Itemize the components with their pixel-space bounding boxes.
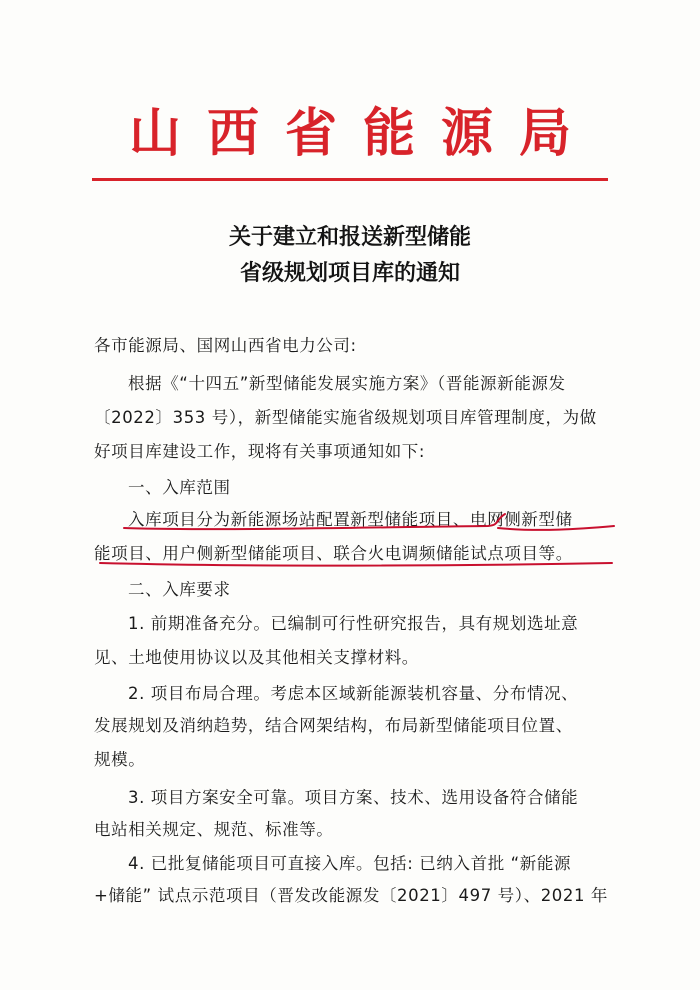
letterhead-red-rule	[92, 178, 608, 181]
requirement-3-line: 3. 项目方案安全可靠。项目方案、技术、选用设备符合储能	[128, 788, 579, 807]
section-1-line: 入库项目分为新能源场站配置新型储能项目、电网侧新型储	[128, 510, 573, 529]
requirement-2-line: 发展规划及消纳趋势，结合网架结构，布局新型储能项目位置、	[94, 716, 573, 735]
requirement-1-line: 1. 前期准备充分。已编制可行性研究报告，具有规划选址意	[128, 614, 579, 633]
requirement-4-line: +储能” 试点示范项目（晋发改能源发〔2021〕497 号）、2021 年	[94, 886, 609, 905]
letterhead-agency-name: 山西省能源局	[128, 103, 597, 164]
salutation: 各市能源局、国网山西省电力公司:	[94, 336, 357, 355]
paragraph-line: 〔2022〕353 号），新型储能实施省级规划项目库管理制度，为做	[94, 408, 597, 427]
requirement-2-line: 规模。	[94, 750, 146, 769]
requirement-2-line: 2. 项目布局合理。考虑本区域新能源装机容量、分布情况、	[128, 684, 579, 703]
requirement-3-line: 电站相关规定、规范、标准等。	[94, 820, 334, 839]
paragraph-line: 好项目库建设工作，现将有关事项通知如下:	[94, 442, 426, 461]
document-title-line-1: 关于建立和报送新型储能	[228, 224, 471, 250]
requirement-1-line: 见、土地使用协议以及其他相关支撑材料。	[94, 648, 419, 667]
section-1-line: 能项目、用户侧新型储能项目、联合火电调频储能试点项目等。	[94, 544, 573, 563]
requirement-4-line: 4. 已批复储能项目可直接入库。包括: 已纳入首批 “新能源	[128, 854, 572, 873]
section-2-heading: 二、入库要求	[128, 580, 231, 599]
section-1-heading: 一、入库范围	[128, 478, 231, 497]
paragraph-line: 根据《“十四五”新型储能发展实施方案》（晋能源新能源发	[128, 374, 566, 393]
document-title-line-2: 省级规划项目库的通知	[239, 260, 460, 286]
